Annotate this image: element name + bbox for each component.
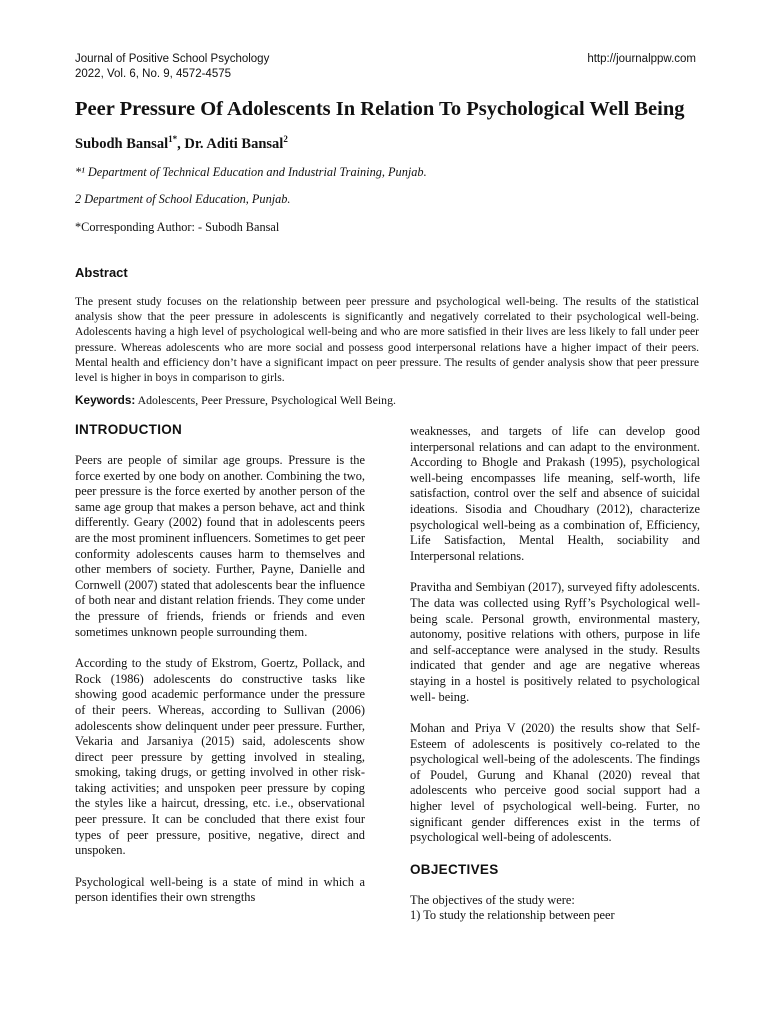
- journal-issue: 2022, Vol. 6, No. 9, 4572-4575: [75, 68, 232, 80]
- introduction-heading: INTRODUCTION: [75, 422, 183, 437]
- author-1-mark: 1*: [168, 134, 178, 144]
- keywords-text: Adolescents, Peer Pressure, Psychological Well Being.: [135, 393, 396, 407]
- abstract-text: The present study focuses on the relationship between peer pressure and psychological well-being. The results of the statistical analysis show that the peer pressure in adolescents is significantly and negatively correlated to their psychological well-being. Adolescents having a high level of psychological well-being and who are more satisfied in their lives are less likely to fall under peer pressure. Whereas adolescents who are more social and possess good interpersonal relations have a higher impact of their peers. Mental health and efficiency don’t have a significant impact on peer pressure. The results of gender analysis show that peer pressure level is higher in boys in comparison to girls.: [75, 295, 699, 385]
- author-line: [75, 134, 288, 153]
- objectives-heading: OBJECTIVES: [410, 861, 499, 877]
- left-column: [75, 422, 365, 922]
- journal-name: Journal of Positive School Psychology: [75, 53, 270, 65]
- keywords-line: [75, 393, 396, 408]
- intro-paragraph-2: According to the study of Ekstrom, Goertz, Pollack, and Rock (1986) adolescents do constructive tasks like showing good academic performance under the pressure of their peers. Whereas, according to Sullivan (2006) adolescents show delinquent under peer pressure. Further, Vekaria and Jarsaniya (2015) said, adolescents show direct peer pressure by getting involved in stealing, smoking, taking drugs, or getting involved in other risk-taking activities; and unspoken peer pressure by coping the styles like a haircut, dressing, etc. i.e., observational peer pressure. It can be concluded that there exist four types of peer pressure, positive, negative, direct and unspoken.: [75, 656, 365, 858]
- intro-paragraph-5: Pravitha and Sembiyan (2017), surveyed fifty adolescents. The data was collected using Ryff’s Psychological well-being scale. Personal growth, environmental mastery, autonomy, positive relations with others, purpose in life and self-acceptance were analysed in the study. Results indicated that gender and age are negative whereas staying in a hostel is positively related to psychological well- being.: [410, 580, 700, 704]
- intro-paragraph-4: weaknesses, and targets of life can develop good interpersonal relations and can adapt to the environment. According to Bhogle and Prakash (1995), psychological well-being encompasses life meaning, self-worth, life satisfaction, control over the self and absence of suicidal ideations. Sisodia and Choudhary (2012), characterize psychological well-being as a combination of, Efficiency, Life Satisfaction, Mental Health, sociability and Interpersonal relations.: [410, 424, 700, 563]
- intro-paragraph-1: Peers are people of similar age groups. Pressure is the force exerted by one body on another. Combining the two, peer pressure is the force exerted by another person of the same age group that makes a person behave, act and think differently. Geary (2002) found that in adolescents peers are the most prominent influencers. Sometimes to get peer conformity adolescents causes harm to themselves and other members of society. Further, Payne, Danielle and Cornwell (2007) stated that adolescents bear the influence of both near and distant relation friends. They come under the pressure of friends, friends or friends and even sometimes unknown people surrounding them.: [75, 453, 365, 639]
- author-1: Subodh Bansal: [75, 135, 169, 152]
- objectives-intro: The objectives of the study were:: [410, 892, 575, 907]
- keywords-label: Keywords:: [75, 393, 136, 407]
- corresponding-author: *Corresponding Author: - Subodh Bansal: [75, 220, 280, 234]
- affiliation-2: 2 Department of School Education, Punjab.: [75, 192, 291, 206]
- paper-title: Peer Pressure Of Adolescents In Relation To Psychological Well Being: [75, 98, 685, 120]
- intro-paragraph-6: Mohan and Priya V (2020) the results show that Self-Esteem of adolescents is positively co-related to the psychological well-being of the adolescents. The findings of Poudel, Gurung and Khanal (2020) reveal that adolescents who perceive good social support had a higher level of psychological well-being. Furter, no significant gender differences exist in the terms of psychological well-being of adolescents.: [410, 721, 700, 845]
- affiliation-1: *¹ Department of Technical Education and Industrial Training, Punjab.: [75, 165, 427, 179]
- intro-paragraph-3: Psychological well-being is a state of mind in which a person identifies their own strengths: [75, 874, 365, 905]
- right-column: [410, 424, 700, 924]
- author-2: , Dr. Aditi Bansal: [177, 135, 284, 152]
- author-2-mark: 2: [283, 134, 288, 144]
- journal-header: [75, 52, 269, 82]
- objective-item-1: 1) To study the relationship between peer: [410, 908, 615, 923]
- abstract-heading: Abstract: [75, 265, 128, 280]
- journal-url[interactable]: http://journalppw.com: [587, 53, 696, 65]
